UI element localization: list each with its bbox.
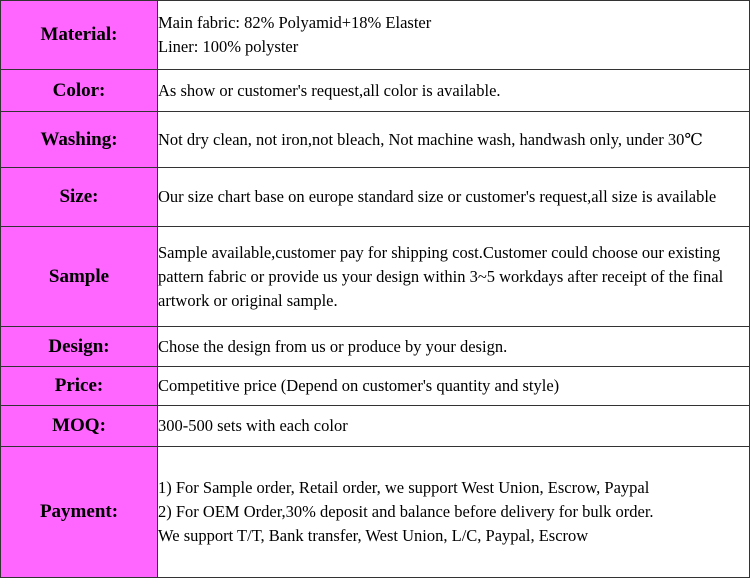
table-row-design bbox=[1, 327, 750, 367]
row-value bbox=[158, 406, 750, 447]
row-value bbox=[158, 112, 750, 168]
row-value bbox=[158, 447, 750, 578]
value-line: Our size chart base on europe standard size or customer's request,all size is available bbox=[158, 187, 717, 206]
row-label: Size: bbox=[1, 168, 158, 227]
table-row-material bbox=[1, 1, 750, 70]
table-row-size bbox=[1, 168, 750, 227]
row-value bbox=[158, 367, 750, 406]
value-line: Not dry clean, not iron,not bleach, Not machine wash, handwash only, under 30℃ bbox=[158, 129, 703, 149]
row-label: Sample bbox=[1, 227, 158, 327]
table-row-color bbox=[1, 70, 750, 112]
row-value bbox=[158, 70, 750, 112]
value-line: 2) For OEM Order,30% deposit and balance before delivery for bulk order. bbox=[158, 502, 654, 521]
row-label: Design: bbox=[1, 327, 158, 367]
row-value bbox=[158, 1, 750, 70]
row-value bbox=[158, 168, 750, 227]
table-row-payment bbox=[1, 447, 750, 578]
value-line: We support T/T, Bank transfer, West Union, L/C, Paypal, Escrow bbox=[158, 526, 589, 545]
row-label: Price: bbox=[1, 367, 158, 406]
row-label: MOQ: bbox=[1, 406, 158, 447]
table-row-sample bbox=[1, 227, 750, 327]
value-line: Main fabric: 82% Polyamid+18% Elaster bbox=[158, 13, 432, 32]
value-line: As show or customer's request,all color is available. bbox=[158, 80, 501, 100]
value-line: Competitive price (Depend on customer's quantity and style) bbox=[158, 376, 560, 395]
row-label: Payment: bbox=[1, 447, 158, 578]
row-label: Color: bbox=[1, 70, 158, 112]
value-line: Liner: 100% polyster bbox=[158, 37, 299, 56]
value-line: 1) For Sample order, Retail order, we support West Union, Escrow, Paypal bbox=[158, 478, 650, 497]
table-row-washing bbox=[1, 112, 750, 168]
value-line: 300-500 sets with each color bbox=[158, 416, 348, 435]
row-value bbox=[158, 227, 750, 327]
row-label: Washing: bbox=[1, 112, 158, 168]
table-row-moq bbox=[1, 406, 750, 447]
row-value bbox=[158, 327, 750, 367]
table-row-price bbox=[1, 367, 750, 406]
value-line: Chose the design from us or produce by your design. bbox=[158, 336, 508, 356]
row-label: Material: bbox=[1, 1, 158, 70]
value-line: Sample available,customer pay for shipping cost.Customer could choose our existing pattern fabric or provide us your design within 3~5 workdays after receipt of the final artwork or original sample. bbox=[158, 242, 724, 310]
